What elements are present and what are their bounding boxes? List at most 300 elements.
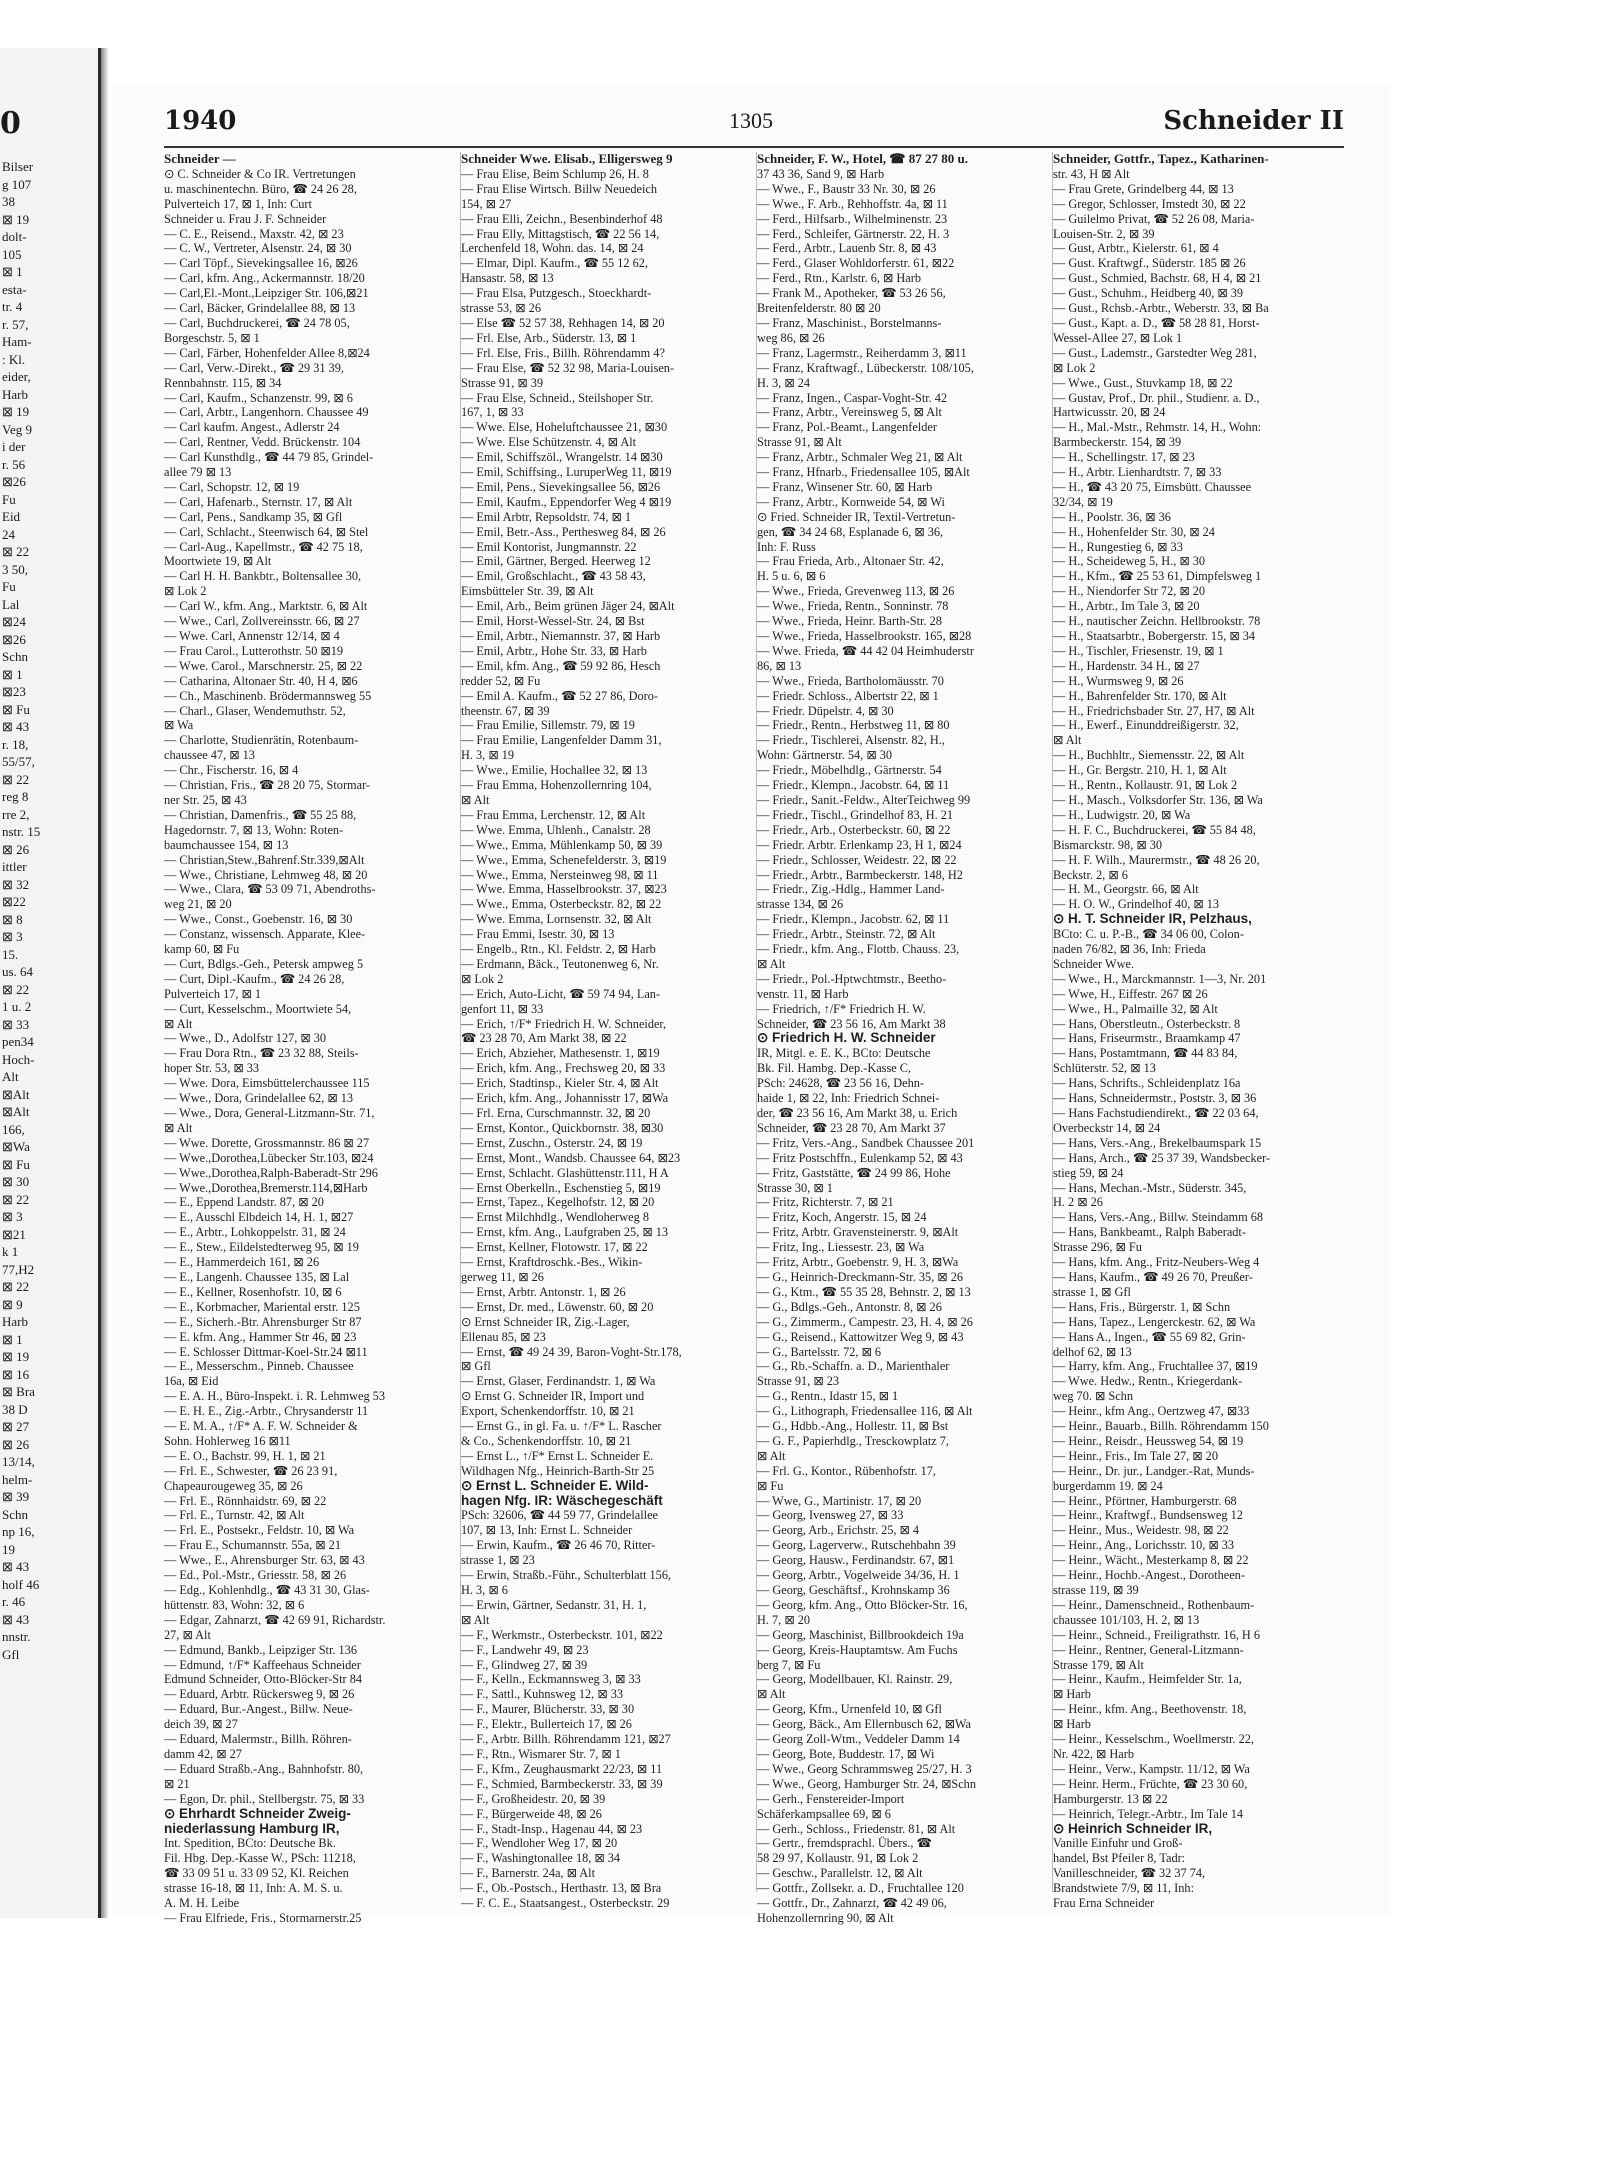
directory-entry: — Frau Elfriede, Fris., Stormarnerstr.25 — [164, 1910, 362, 1925]
directory-entry: ⊠ Alt — [461, 1612, 490, 1627]
directory-entry: — H., Masch., Volksdorfer Str. 136, ⊠ Wa — [1053, 792, 1263, 807]
directory-entry: — Wwe. Dora, Eimsbüttelerchaussee 115 — [164, 1076, 370, 1091]
directory-entry: — Carl H. H. Bankbtr., Boltensallee 30, — [164, 569, 362, 584]
directory-entry: Wildhagen Nfg., Heinrich-Barth-Str 25 — [461, 1463, 655, 1478]
directory-entry: Schneider, ☎ 23 28 70, Am Markt 37 — [757, 1120, 946, 1135]
directory-entry: Vanille Einfuhr und Groß- — [1053, 1836, 1183, 1851]
prev-page-line: 13/14, — [2, 1454, 35, 1469]
directory-entry: — G., Rb.-Schaffn. a. D., Marienthaler — [757, 1359, 950, 1374]
directory-entry: — G., Heinrich-Dreckmann-Str. 35, ⊠ 26 — [757, 1269, 963, 1284]
prev-page-line: 19 — [2, 1541, 15, 1557]
directory-entry: Bk. Fil. Hambg. Dep.-Kasse C, — [757, 1061, 912, 1076]
directory-entry: — H., Hohenfelder Str. 30, ⊠ 24 — [1053, 524, 1215, 539]
directory-entry: — Constanz, wissensch. Apparate, Klee- — [164, 927, 366, 942]
prev-page-line: k 1 — [2, 1244, 19, 1259]
directory-entry: — Wwe., Gust., Stuvkamp 18, ⊠ 22 — [1053, 375, 1233, 390]
directory-entry: — F., Landwehr 49, ⊠ 23 — [461, 1642, 589, 1657]
directory-entry: — H., Ludwigstr. 20, ⊠ Wa — [1053, 807, 1191, 822]
directory-entry: 167, 1, ⊠ 33 — [461, 405, 524, 420]
directory-entry: — H., Friedrichsbader Str. 27, H7, ⊠ Alt — [1053, 703, 1255, 718]
prev-page-line: holf 46 — [2, 1576, 40, 1592]
directory-entry: — Wwe. Carl, Annenstr 12/14, ⊠ 4 — [164, 629, 340, 643]
directory-entry: — E., Kellner, Rosenhofstr. 10, ⊠ 6 — [164, 1284, 342, 1299]
directory-entry: 58 29 97, Kollaustr. 91, ⊠ Lok 2 — [757, 1851, 919, 1866]
directory-entry: Hagedornstr. 7, ⊠ 13, Wohn: Roten- — [164, 822, 344, 837]
directory-entry: — Carl, Kaufm., Schanzenstr. 99, ⊠ 6 — [164, 390, 353, 405]
directory-entry: Pulverteich 17, ⊠ 1 — [164, 986, 262, 1001]
directory-entry: Pulverteich 17, ⊠ 1, Inh: Curt — [164, 196, 312, 211]
prev-page-line: ⊠ 33 — [2, 1016, 30, 1032]
directory-entry: — Hans, Schrifts., Schleidenplatz 16a — [1053, 1076, 1241, 1091]
prev-page-number: 0 — [0, 106, 21, 141]
directory-entry: — Emil A. Kaufm., ☎ 52 27 86, Doro- — [461, 688, 659, 703]
directory-entry: — Wwe. Else, Hoheluftchaussee 21, ⊠30 — [461, 420, 668, 435]
directory-entry: — Wwe., Georg, Hamburger Str. 24, ⊠Schn — [757, 1776, 976, 1791]
prev-page-line: ⊠ 43 — [2, 1611, 30, 1627]
directory-entry: hüttenstr. 83, Wohn: 32, ⊠ 6 — [164, 1597, 305, 1612]
directory-entry: — Wwe., F., Baustr 33 Nr. 30, ⊠ 26 — [757, 181, 936, 196]
directory-entry: — H., nautischer Zeichn. Hellbrookstr. 78 — [1053, 614, 1261, 629]
directory-entry: ⊠ Alt — [757, 956, 786, 971]
directory-entry: — Frl. Else, Arb., Süderstr. 13, ⊠ 1 — [461, 330, 637, 345]
directory-entry: — F., Elektr., Bullerteich 17, ⊠ 26 — [461, 1717, 632, 1732]
directory-entry: — Ernst, Tapez., Kegelhofstr. 12, ⊠ 20 — [461, 1195, 655, 1210]
directory-entry: — Georg Zoll-Wtm., Veddeler Damm 14 — [757, 1732, 960, 1747]
directory-entry: — Wwe. Emma, Lornsenstr. 32, ⊠ Alt — [461, 912, 652, 927]
directory-entry: — Friedr., Klempn., Jacobstr. 62, ⊠ 11 — [757, 912, 950, 927]
directory-entry: — Carl Töpf., Sievekingsallee 16, ⊠26 — [164, 256, 358, 271]
directory-entry: — Georg, Geschäftsf., Krohnskamp 36 — [757, 1583, 950, 1597]
directory-entry: Frau Erna Schneider — [1053, 1896, 1155, 1911]
directory-entry: gerweg 11, ⊠ 26 — [461, 1269, 544, 1284]
directory-entry: — Friedr., Möbelhdlg., Gärtnerstr. 54 — [757, 763, 942, 778]
directory-entry: — Wwe., Dora, General-Litzmann-Str. 71, — [164, 1106, 375, 1120]
directory-entry: — Ernst, Kellner, Flotowstr. 17, ⊠ 22 — [461, 1240, 648, 1255]
directory-entry: — H. F. Wilh., Maurermstr., ☎ 48 26 20, — [1053, 852, 1260, 867]
prev-page-line: helm- — [2, 1471, 33, 1487]
directory-entry: — Frau Emmi, Isestr. 30, ⊠ 13 — [461, 927, 615, 942]
directory-entry: weg 21, ⊠ 20 — [164, 897, 232, 912]
directory-entry: — Emil, Gärtner, Berged. Heerweg 12 — [461, 554, 651, 569]
directory-entry: — Frl. E., Postsekr., Feldstr. 10, ⊠ Wa — [164, 1523, 355, 1538]
directory-entry: Rennbahnstr. 115, ⊠ 34 — [164, 375, 282, 390]
directory-entry: — Heinr., Kaufm., Heimfelder Str. 1a, — [1053, 1672, 1242, 1687]
directory-entry: — Ernst, Arbtr. Antonstr. 1, ⊠ 26 — [461, 1284, 626, 1299]
directory-entry: ⊠ Alt — [164, 1120, 193, 1135]
directory-entry: Strasse 91, ⊠ 39 — [461, 375, 544, 390]
directory-entry: — Friedr., Pol.-Hptwchtmstr., Beetho- — [757, 971, 947, 986]
directory-entry: strasse 119, ⊠ 39 — [1053, 1583, 1139, 1597]
directory-entry: Eimsbütteler Str. 39, ⊠ Alt — [461, 584, 594, 599]
directory-entry: — Hans, Vers.-Ang., Billw. Steindamm 68 — [1053, 1210, 1264, 1225]
prev-page-line: reg 8 — [2, 789, 29, 804]
directory-entry: hoper Str. 53, ⊠ 33 — [164, 1061, 260, 1076]
directory-entry: — Wwe. Frieda, ☎ 44 42 04 Heimhuderstr — [757, 643, 974, 658]
prev-page-line: ⊠ 1 — [2, 264, 23, 279]
directory-entry: — Gust, Arbtr., Kielerstr. 61, ⊠ 4 — [1053, 241, 1219, 256]
directory-entry: — H., Niendorfer Str 72, ⊠ 20 — [1053, 584, 1206, 599]
gutter-shadow — [101, 48, 109, 1918]
directory-entry: — Gottfr., Dr., Zahnarzt, ☎ 42 49 06, — [757, 1896, 947, 1911]
directory-entry: — H., Gr. Bergstr. 210, H. 1, ⊠ Alt — [1053, 763, 1227, 778]
directory-entry: — Wwe., Dora, Grindelallee 62, ⊠ 13 — [164, 1091, 354, 1106]
directory-entry: ⊠ Alt — [757, 1687, 786, 1702]
directory-entry: — Erich, Abzieher, Mathesenstr. 1, ⊠19 — [461, 1046, 660, 1061]
directory-entry: — Frl. G., Kontor., Rübenhofstr. 17, — [757, 1463, 936, 1478]
directory-entry: — G., Bartelsstr. 72, ⊠ 6 — [757, 1344, 882, 1359]
prev-page-line: r. 57, — [2, 316, 29, 332]
directory-entry: — Emil, Arb., Beim grünen Jäger 24, ⊠Alt — [461, 599, 675, 614]
directory-entry: theenstr. 67, ⊠ 39 — [461, 703, 550, 718]
prev-page-line: ittler — [2, 859, 27, 874]
directory-entry: — Eduard, Bur.-Angest., Billw. Neue- — [164, 1702, 353, 1717]
firm-entry-line: niederlassung Hamburg IR, — [164, 1820, 340, 1836]
directory-entry: — Wwe., Emma, Osterbeckstr. 82, ⊠ 22 — [461, 897, 662, 912]
prev-page-line: Eid — [2, 509, 21, 524]
prev-page-line: 1 u. 2 — [2, 999, 32, 1014]
directory-entry: — Hans A., Ingen., ☎ 55 69 82, Grin- — [1053, 1329, 1246, 1344]
directory-entry: — Frau Elise, Beim Schlump 26, H. 8 — [461, 166, 649, 181]
directory-entry: Hamburgerstr. 13 ⊠ 22 — [1053, 1791, 1168, 1806]
directory-entry: — Wwe.,Dorothea,Bremerstr.114,⊠Harb — [164, 1180, 368, 1195]
directory-entry: — Elmar, Dipl. Kaufm., ☎ 55 12 62, — [461, 256, 648, 271]
directory-entry: — Charl., Glaser, Wendemuthstr. 52, — [164, 703, 346, 718]
directory-entry: — Hans, Kaufm., ☎ 49 26 70, Preußer- — [1053, 1269, 1253, 1284]
directory-entry: ⊠ Harb — [1053, 1717, 1091, 1732]
directory-entry: — Gerh., Schloss., Friedenstr. 81, ⊠ Alt — [757, 1821, 956, 1836]
prev-page-line: Harb — [2, 386, 28, 402]
directory-entry: — Fritz, Arbtr. Gravensteinerstr. 9, ⊠Alt — [757, 1225, 959, 1240]
directory-entry: — H., Wurmsweg 9, ⊠ 26 — [1053, 673, 1184, 688]
directory-entry: — Gottfr., Zollsekr. a. D., Fruchtallee 120 — [757, 1881, 964, 1896]
column-4 — [1052, 151, 1343, 1911]
prev-page-line: ⊠ 1 — [2, 666, 23, 682]
directory-entry: — Wwe., Emma, Schenefelderstr. 3, ⊠19 — [461, 852, 667, 867]
prev-page-line: ⊠ 22 — [2, 981, 30, 997]
directory-entry: Ellenau 85, ⊠ 23 — [461, 1329, 546, 1344]
directory-entry: 16a, ⊠ Eid — [164, 1374, 219, 1389]
directory-entry: — Frau Emma, Hohenzollernring 104, — [461, 778, 652, 793]
prev-page-line: Lal — [2, 596, 20, 612]
directory-entry: — Carl, Verw.-Direkt., ☎ 29 31 39, — [164, 360, 344, 375]
directory-entry: — Wwe., Carl, Zollvereinsstr. 66, ⊠ 27 — [164, 614, 360, 629]
directory-entry: — Erwin, Gärtner, Sedanstr. 31, H. 1, — [461, 1597, 647, 1612]
prev-page-line: nnstr. — [2, 1629, 31, 1644]
prev-page-line: ⊠ 1 — [2, 1331, 23, 1347]
directory-entry: — G., Lithograph, Friedensallee 116, ⊠ Alt — [757, 1404, 973, 1419]
directory-entry: — E. H. E., Zig.-Arbtr., Chrysanderstr 11 — [164, 1404, 369, 1419]
directory-entry: — Eduard, Arbtr. Rückersweg 9, ⊠ 26 — [164, 1687, 355, 1702]
prev-page-line: ⊠ 32 — [2, 876, 30, 892]
directory-entry: Int. Spedition, BCto: Deutsche Bk. — [164, 1836, 336, 1851]
directory-entry: — Frau Elise Wirtsch. Billw Neuedeich — [461, 181, 657, 196]
directory-entry: — Frau Carol., Lutterothstr. 50 ⊠19 — [164, 643, 344, 658]
directory-entry: — Gerh., Fenstereider-Import — [757, 1791, 905, 1806]
directory-entry: — E. kfm. Ang., Hammer Str 46, ⊠ 23 — [164, 1329, 357, 1344]
directory-entry: — Wwe., F. Arb., Rehhoffstr. 4a, ⊠ 11 — [757, 196, 948, 211]
directory-entry: — F., Maurer, Blücherstr. 33, ⊠ 30 — [461, 1702, 635, 1717]
directory-entry: Strasse 30, ⊠ 1 — [757, 1180, 833, 1195]
firm-entry-line: hagen Nfg. IR: Wäschegeschäft — [461, 1492, 663, 1508]
directory-entry: — Fritz, Ing., Liessestr. 23, ⊠ Wa — [757, 1240, 925, 1255]
prev-page-line: r. 18, — [2, 736, 29, 752]
directory-entry: — Carl, kfm. Ang., Ackermannstr. 18/20 — [164, 271, 365, 286]
directory-entry: — Fritz Postschffn., Eulenkamp 52, ⊠ 43 — [757, 1150, 963, 1165]
prev-page-line: ⊠ 19 — [2, 1349, 30, 1364]
prev-page-line: ⊠ 39 — [2, 1489, 30, 1504]
prev-page-line: 166, — [2, 1121, 25, 1137]
directory-entry: — Heinr., Kesselschm., Woellmerstr. 22, — [1053, 1732, 1254, 1747]
header-page-number: 1305 — [729, 108, 773, 133]
directory-entry: — Heinr., kfm. Ang., Beethovenstr. 18, — [1053, 1702, 1247, 1717]
directory-entry: — Emil, Kaufm., Eppendorfer Weg 4 ⊠19 — [461, 494, 672, 509]
directory-entry: — F., Schmied, Barmbeckerstr. 33, ⊠ 39 — [461, 1776, 663, 1791]
directory-entry: — Wwe., Emma, Nersteinweg 98, ⊠ 11 — [461, 867, 659, 882]
directory-entry: — C. W., Vertreter, Alsenstr. 24, ⊠ 30 — [164, 241, 352, 256]
directory-entry: A. M. H. Leibe — [164, 1896, 240, 1911]
directory-entry: ⊠ Lok 2 — [1053, 360, 1096, 375]
directory-entry: ⊠ Lok 2 — [461, 971, 504, 986]
directory-entry: — Wwe., H., Palmaille 32, ⊠ Alt — [1053, 1001, 1218, 1016]
directory-entry: weg 86, ⊠ 26 — [757, 330, 825, 345]
directory-entry: — Gust., Lademstr., Garstedter Weg 281, — [1053, 345, 1257, 360]
header-year: 1940 — [164, 106, 237, 136]
directory-entry: — H., Ewerf., Einunddreißigerstr. 32, — [1053, 718, 1239, 733]
directory-entry: — Erwin, Straßb.-Führ., Schulterblatt 156, — [461, 1568, 672, 1583]
directory-entry: — E. O., Bachstr. 99, H. 1, ⊠ 21 — [164, 1448, 326, 1463]
prev-page-line: 15. — [2, 946, 19, 962]
prev-page-line: ⊠ 8 — [2, 911, 23, 927]
directory-entry: & Co., Schenkendorffstr. 10, ⊠ 21 — [461, 1433, 632, 1448]
directory-entry: — Ch., Maschinenb. Brödermannsweg 55 — [164, 688, 372, 703]
directory-entry: — Harry, kfm. Ang., Fruchtallee 37, ⊠19 — [1053, 1359, 1258, 1374]
directory-entry: — Emil, Arbtr., Niemannstr. 37, ⊠ Harb — [461, 629, 661, 643]
directory-entry: — Frau Else, Schneid., Steilshoper Str. — [461, 390, 654, 405]
directory-entry: — Ferd., Schleifer, Gärtnerstr. 22, H. 3 — [757, 226, 950, 241]
prev-page-lines — [2, 158, 94, 1663]
directory-entry: — F., Arbtr. Billh. Röhrendamm 121, ⊠27 — [461, 1732, 671, 1747]
prev-page-line: ⊠ 19 — [2, 404, 30, 419]
directory-entry: — Franz, Hfnarb., Friedensallee 105, ⊠Alt — [757, 465, 970, 480]
directory-entry: — E., Eppend Landstr. 87, ⊠ 20 — [164, 1195, 324, 1210]
directory-entry: — Carl Kunsthdlg., ☎ 44 79 85, Grindel- — [164, 450, 374, 465]
directory-entry: — Ernst, Schlacht. Glashüttenstr.111, H A — [461, 1165, 669, 1180]
directory-entry: — F., Wendloher Weg 17, ⊠ 20 — [461, 1836, 618, 1851]
directory-entry: — Wwe. Else Schützenstr. 4, ⊠ Alt — [461, 435, 637, 450]
directory-entry: — Friedr., Rentn., Herbstweg 11, ⊠ 80 — [757, 718, 950, 733]
directory-entry: — E., Stew., Eildelstedterweg 95, ⊠ 19 — [164, 1240, 359, 1255]
directory-entry: — Wwe.,Dorothea,Lübecker Str.103, ⊠24 — [164, 1150, 374, 1165]
directory-entry: — H., Arbtr., Im Tale 3, ⊠ 20 — [1053, 599, 1200, 614]
header-running-head: Schneider II — [1163, 106, 1344, 136]
directory-entry: — Friedrich, ↑/F* Friedrich H. W. — [757, 1001, 926, 1016]
prev-page-line: dolt- — [2, 229, 27, 244]
prev-page-line: ⊠Alt — [2, 1086, 30, 1102]
prev-page-line: ⊠ 19 — [2, 211, 30, 227]
directory-entry: berg 7, ⊠ Fu — [757, 1657, 821, 1672]
column-1 — [164, 151, 454, 1925]
directory-entry: — Frl. E., Turnstr. 42, ⊠ Alt — [164, 1508, 305, 1523]
directory-entry: — Egon, Dr. phil., Stellbergstr. 75, ⊠ 33 — [164, 1791, 365, 1806]
directory-entry: — Friedr., Tischl., Grindelhof 83, H. 21 — [757, 807, 954, 822]
directory-entry: — Hans, Schneidermstr., Poststr. 3, ⊠ 36 — [1053, 1091, 1257, 1106]
directory-entry: — Franz, Arbtr., Schmaler Weg 21, ⊠ Alt — [757, 450, 963, 465]
directory-entry: Hansastr. 58, ⊠ 13 — [461, 271, 554, 286]
directory-entry: — F. C. E., Staatsangest., Osterbeckstr. 29 — [461, 1896, 670, 1911]
directory-entry: Sohn. Hohlerweg 16 ⊠11 — [164, 1433, 291, 1448]
directory-entry: — Curt, Kesselschm., Moortwiete 54, — [164, 1001, 352, 1016]
prev-page-line: tr. 4 — [2, 299, 23, 314]
directory-entry: — F., Kfm., Zeughausmarkt 22/23, ⊠ 11 — [461, 1761, 663, 1776]
directory-entry: — Ernst, Dr. med., Löwenstr. 60, ⊠ 20 — [461, 1299, 654, 1314]
directory-entry: — Georg, Modellbauer, Kl. Rainstr. 29, — [757, 1672, 953, 1687]
directory-entry: — Emil, Arbtr., Hohe Str. 33, ⊠ Harb — [461, 643, 647, 658]
directory-entry: gen, ☎ 34 24 68, Esplanade 6, ⊠ 36, — [757, 524, 944, 539]
directory-entry: — H., Buchhltr., Siemensstr. 22, ⊠ Alt — [1053, 748, 1245, 763]
directory-entry: — Hans Fachstudiendirekt., ☎ 22 03 64, — [1053, 1106, 1259, 1120]
directory-entry: — Heinr., Verw., Kampstr. 11/12, ⊠ Wa — [1053, 1761, 1250, 1776]
directory-entry: — Erich, Auto-Licht, ☎ 59 74 94, Lan- — [461, 986, 661, 1001]
directory-entry: — Gust., Rchsb.-Arbtr., Weberstr. 33, ⊠ Ba — [1053, 301, 1269, 316]
directory-entry: — Ernst Oberkelln., Eschenstieg 5, ⊠19 — [461, 1180, 661, 1195]
prev-page-line: ⊠ 22 — [2, 544, 30, 559]
directory-entry: H. 3, ⊠ 24 — [757, 375, 811, 390]
directory-entry: — Heinr., Mus., Weidestr. 98, ⊠ 22 — [1053, 1523, 1229, 1538]
directory-entry: — Fritz, Koch, Angerstr. 15, ⊠ 24 — [757, 1210, 927, 1225]
directory-entry: — G., Zimmerm., Campestr. 23, H. 4, ⊠ 26 — [757, 1314, 973, 1329]
prev-page-line: ⊠ Fu — [2, 1156, 30, 1172]
prev-page-line: Fu — [2, 491, 16, 507]
directory-entry: — Erich, kfm. Ang., Johannisstr 17, ⊠Wa — [461, 1091, 669, 1106]
directory-entry: — Emil, Horst-Wessel-Str. 24, ⊠ Bst — [461, 614, 645, 629]
directory-entry: — Christian, Fris., ☎ 28 20 75, Stormar- — [164, 778, 371, 793]
directory-entry: — Eduard Straßb.-Ang., Bahnhofstr. 80, — [164, 1761, 364, 1776]
directory-entry: handel, Bst Pfeiler 8, Tadr: — [1053, 1851, 1186, 1866]
directory-entry: — Emil Arbtr, Repsoldstr. 74, ⊠ 1 — [461, 509, 632, 524]
directory-entry: — Emil Kontorist, Jungmannstr. 22 — [461, 539, 637, 554]
directory-entry: 27, ⊠ Alt — [164, 1627, 211, 1642]
directory-entry: ⊠ 21 — [164, 1776, 190, 1791]
directory-entry: Louisen-Str. 2, ⊠ 39 — [1053, 226, 1155, 241]
directory-entry: — Carl, Pens., Sandkamp 35, ⊠ Gfl — [164, 509, 343, 524]
directory-entry: — Frl. Else, Fris., Billh. Röhrendamm 4? — [461, 345, 665, 360]
directory-entry: — Carl, Buchdruckerei, ☎ 24 78 05, — [164, 315, 350, 330]
firm-entry-line: ⊙ Ehrhardt Schneider Zweig- — [164, 1805, 351, 1821]
directory-entry: — H., Hardenstr. 34 H., ⊠ 27 — [1053, 658, 1200, 673]
directory-entry: Strasse 296, ⊠ Fu — [1053, 1240, 1142, 1255]
prev-page-line: 3 50, — [2, 561, 28, 577]
prev-page-line: ⊠ 43 — [2, 1559, 30, 1574]
directory-entry: — Georg, Arbtr., Vogelweide 34/36, H. 1 — [757, 1568, 960, 1583]
directory-entry: — H., Rungestieg 6, ⊠ 33 — [1053, 539, 1183, 554]
directory-entry: — Fritz, Arbtr., Goebenstr. 9, H. 3, ⊠Wa — [757, 1255, 959, 1270]
directory-entry: — Friedr., Sanit.-Feldw., AlterTeichweg 99 — [757, 792, 971, 807]
directory-entry: — Georg, Kreis-Hauptamtsw. Am Fuchs — [757, 1642, 958, 1657]
directory-entry: ⊠ Alt — [461, 792, 490, 807]
directory-entry: — Georg, Bäck., Am Ellernbusch 62, ⊠Wa — [757, 1717, 971, 1732]
directory-entry: Strasse 179, ⊠ Alt — [1053, 1657, 1144, 1672]
directory-entry: — Fritz, Richterstr. 7, ⊠ 21 — [757, 1195, 894, 1210]
directory-entry: Inh: F. Russ — [757, 539, 816, 554]
firm-entry-line: ⊙ Heinrich Schneider IR, — [1053, 1820, 1213, 1836]
directory-entry: — Hans, kfm. Ang., Fritz-Neubers-Weg 4 — [1053, 1255, 1260, 1270]
directory-entry: — Ernst, ☎ 49 24 39, Baron-Voght-Str.178, — [461, 1344, 682, 1359]
directory-entry: — Edmund, Bankb., Leipziger Str. 136 — [164, 1642, 357, 1657]
directory-entry: Edmund Schneider, Otto-Blöcker-Str 84 — [164, 1672, 363, 1687]
directory-entry: Moortwiete 19, ⊠ Alt — [164, 554, 272, 569]
directory-entry: — Wwe, G., Martinistr. 17, ⊠ 20 — [757, 1493, 922, 1508]
directory-entry: — Franz, Arbtr., Kornweide 54, ⊠ Wi — [757, 494, 945, 509]
directory-entry: — Emil, Betr.-Ass., Perthesweg 84, ⊠ 26 — [461, 524, 666, 539]
directory-entry: — Edmund, ↑/F* Kaffeehaus Schneider — [164, 1657, 361, 1672]
directory-entry: Hartwicusstr. 20, ⊠ 24 — [1053, 405, 1166, 420]
directory-entry: — Hans, Postamtmann, ☎ 44 83 84, — [1053, 1046, 1238, 1061]
directory-entry: ⊠ Fu — [757, 1478, 784, 1493]
directory-entry: — Emil, Schiffsing., LuruperWeg 11, ⊠19 — [461, 465, 672, 480]
prev-page-line: ⊠26 — [2, 631, 26, 647]
directory-entry: — Franz, Pol.-Beamt., Langenfelder — [757, 420, 937, 435]
directory-entry: — Gust., Schuhm., Heidberg 40, ⊠ 39 — [1053, 286, 1244, 301]
directory-entry: Hohenzollernring 90, ⊠ Alt — [757, 1910, 894, 1925]
directory-entry: — H., Arbtr. Lienhardtstr. 7, ⊠ 33 — [1053, 465, 1222, 480]
directory-entry: — Friedr. Düpelstr. 4, ⊠ 30 — [757, 703, 894, 718]
directory-entry: — E., Sicherh.-Btr. Ahrensburger Str 87 — [164, 1314, 362, 1329]
directory-entry: — Wwe., H., Marckmannstr. 1—3, Nr. 201 — [1053, 971, 1267, 986]
directory-entry: ☎ 23 28 70, Am Markt 38, ⊠ 22 — [461, 1031, 627, 1046]
directory-entry: — Franz, Ingen., Caspar-Voght-Str. 42 — [757, 390, 948, 405]
prev-page-line: 105 — [2, 246, 22, 262]
directory-entry: — Heinr., Bauarb., Billh. Röhrendamm 150 — [1053, 1419, 1269, 1434]
directory-entry: ☎ 33 09 51 u. 33 09 52, Kl. Reichen — [164, 1866, 349, 1881]
directory-entry: Vanilleschneider, ☎ 32 37 74, — [1053, 1866, 1206, 1881]
directory-entry: — Carl, Rentner, Vedd. Brückenstr. 104 — [164, 435, 361, 450]
directory-entry: — Friedr., Arbtr., Steinstr. 72, ⊠ Alt — [757, 927, 936, 942]
prev-page-line: ⊠ 3 — [2, 929, 23, 944]
directory-entry: — Wwe, H., Eiffestr. 267 ⊠ 26 — [1053, 986, 1208, 1001]
column-heading: Schneider Wwe. Elisab., Elligersweg 9 — [461, 151, 673, 166]
directory-entry: — H., ☎ 43 20 75, Eimsbütt. Chaussee — [1053, 479, 1252, 494]
directory-entry: Breitenfelderstr. 80 ⊠ 20 — [757, 301, 881, 316]
directory-entry: — H., Schellingstr. 17, ⊠ 23 — [1053, 450, 1195, 465]
page-header — [164, 102, 1344, 148]
directory-entry: — Wwe., Georg Schrammsweg 25/27, H. 3 — [757, 1761, 972, 1776]
prev-page-line: ⊠Wa — [2, 1139, 30, 1154]
directory-entry: — Carl W., kfm. Ang., Marktstr. 6, ⊠ Alt — [164, 599, 368, 614]
directory-entry: — Gregor, Schlosser, Imstedt 30, ⊠ 22 — [1053, 196, 1246, 211]
directory-entry: — Geschw., Parallelstr. 12, ⊠ Alt — [757, 1866, 923, 1881]
firm-entry-line: ⊙ H. T. Schneider IR, Pelzhaus, — [1053, 911, 1252, 927]
directory-entry: — Wwe., Frieda, Hasselbrookstr. 165, ⊠28 — [757, 629, 972, 643]
directory-entry: Strasse 91, ⊠ Alt — [757, 435, 842, 450]
directory-entry: — E., Korbmacher, Mariental erstr. 125 — [164, 1299, 360, 1314]
directory-entry: strasse 16-18, ⊠ 11, Inh: A. M. S. u. — [164, 1881, 343, 1896]
prev-page-line: us. 64 — [2, 964, 34, 979]
directory-entry: Barmbeckerstr. 154, ⊠ 39 — [1053, 435, 1182, 450]
directory-entry: — Franz, Lagermstr., Reiherdamm 3, ⊠11 — [757, 345, 967, 360]
directory-page — [112, 84, 1390, 1925]
directory-entry: — Friedr., Arbtr., Barmbeckerstr. 148, H2 — [757, 867, 963, 882]
directory-entry: Wohn: Gärtnerstr. 54, ⊠ 30 — [757, 748, 892, 763]
directory-entry: — Georg, Kfm., Urnenfeld 10, ⊠ Gfl — [757, 1702, 942, 1717]
directory-entry: — Carl, Bäcker, Grindelallee 88, ⊠ 13 — [164, 301, 356, 316]
directory-entry: — Gertr., fremdsprachl. Übers., ☎ — [757, 1836, 932, 1851]
column-heading: Schneider, F. W., Hotel, ☎ 87 27 80 u. — [757, 151, 968, 166]
directory-entry: der, ☎ 23 56 16, Am Markt 38, u. Erich — [757, 1106, 958, 1120]
directory-entry: str. 43, H ⊠ Alt — [1053, 166, 1130, 181]
directory-entry: — Carl kaufm. Angest., Adlerstr 24 — [164, 420, 340, 435]
directory-entry: — Frl. Erna, Curschmannstr. 32, ⊠ 20 — [461, 1106, 651, 1120]
directory-entry: — E., Messerschm., Pinneb. Chaussee — [164, 1359, 354, 1374]
